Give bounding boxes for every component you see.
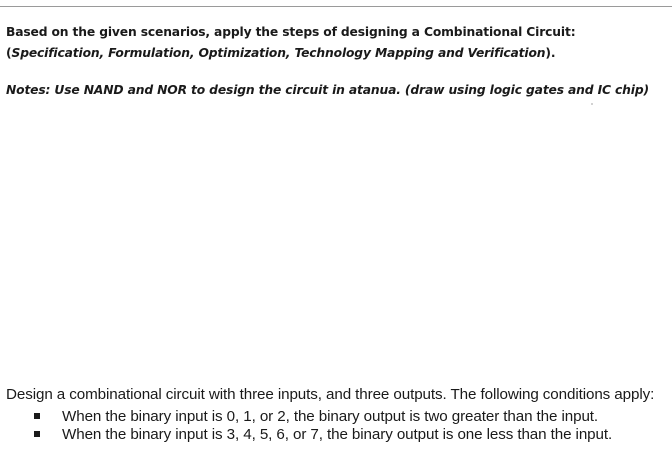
- condition-item: [34, 426, 668, 444]
- square-bullet-icon: [34, 431, 40, 437]
- instruction-steps: Specification, Formulation, Optimization, Technology Mapping and Verification: [11, 46, 546, 60]
- scan-speck: [591, 103, 593, 105]
- instruction-tail: ).: [545, 46, 556, 60]
- notes-line: Notes: Use NAND and NOR to design the circuit in atanua. (draw using logic gates and IC chip): [6, 83, 649, 97]
- condition-item: [34, 408, 668, 426]
- instruction-lead: Based on the given scenarios, apply the steps of designing a Combinational Circuit: (: [6, 25, 576, 60]
- scenario-block: [6, 386, 668, 444]
- top-divider: [0, 6, 672, 7]
- instruction-paragraph: [6, 22, 666, 64]
- condition-text: When the binary input is 0, 1, or 2, the binary output is two greater than the input.: [62, 408, 599, 425]
- condition-text: When the binary input is 3, 4, 5, 6, or 7, the binary output is one less than the input.: [62, 426, 613, 443]
- scenario-intro: Design a combinational circuit with three inputs, and three outputs. The following conditions apply:: [6, 386, 655, 403]
- square-bullet-icon: [34, 413, 40, 419]
- conditions-list: [6, 408, 668, 444]
